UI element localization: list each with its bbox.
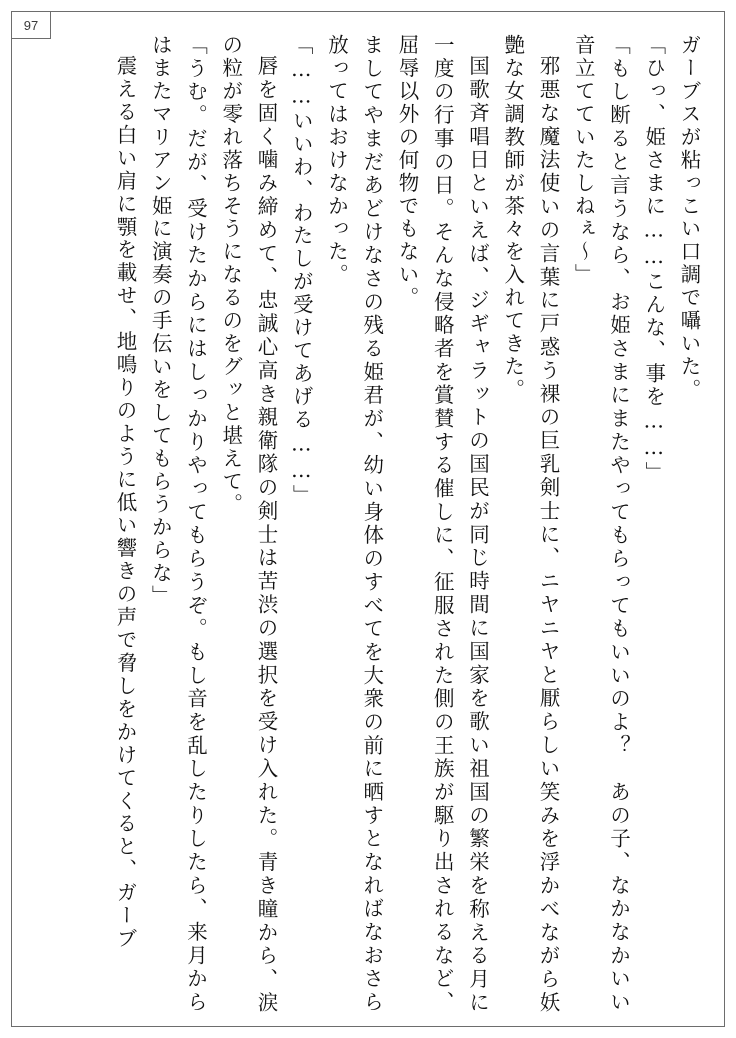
paragraph-2: 「もし断ると言うなら、お姫さまにまたやってもらってもいいのよ？ あの子、なかなかいい音立てていたしねぇ〜」 (571, 34, 631, 1014)
paragraph-5: ましてやまだあどけなさの残る姫君が、幼い身体のすべてを大衆の前に晒すとなればなおさら放ってはおけなかった。 (324, 34, 384, 1014)
paragraph-9: 震える白い肩に顎を載せ、地鳴りのように低い響きの声で脅しをかけてくると、ガーブ (113, 54, 137, 950)
page-frame-top (11, 11, 725, 12)
paragraph-4: 国歌斉唱日といえば、ジギャラットの国民が同じ時間に国家を歌い祖国の繁栄を称える月に一度の行事の日。そんな侵略者を賞賛する催しに、征服された側の王族が駆り出されるなど、屈辱以外の何物でもない。 (395, 34, 490, 1014)
paragraph-3: 邪悪な魔法使いの言葉に戸惑う裸の巨乳剣士に、ニヤニヤと厭らしい笑みを浮かべながら妖艶な女調教師が茶々を入れてきた。 (500, 34, 560, 1014)
paragraph-6: 「……いいわ、わたしが受けてあげる……」 (289, 34, 314, 508)
paragraph-0: ガーブスが粘っこい口調で囁いた。 (677, 34, 701, 402)
page-frame-left (11, 11, 12, 1027)
page-frame-bottom (11, 1026, 725, 1027)
page-text-body (46, 34, 706, 1014)
paragraph-1: 「ひっ、姫さまに……こんな、事を……」 (641, 34, 666, 485)
page-frame-right (724, 11, 725, 1027)
page-number: 97 (12, 12, 51, 39)
paragraph-7: 唇を固く噛み締めて、忠誠心高き親衛隊の剣士は苦渋の選択を受け入れた。青き瞳から、涙の粒が零れ落ちそうになるのをグッと堪えて。 (218, 34, 278, 1014)
paragraph-8: 「うむ。だが、受けたからにはしっかりやってもらうぞ。もし音を乱したりしたら、来月からはまたマリアン姫に演奏の手伝いをしてもらうからな」 (148, 34, 208, 1014)
